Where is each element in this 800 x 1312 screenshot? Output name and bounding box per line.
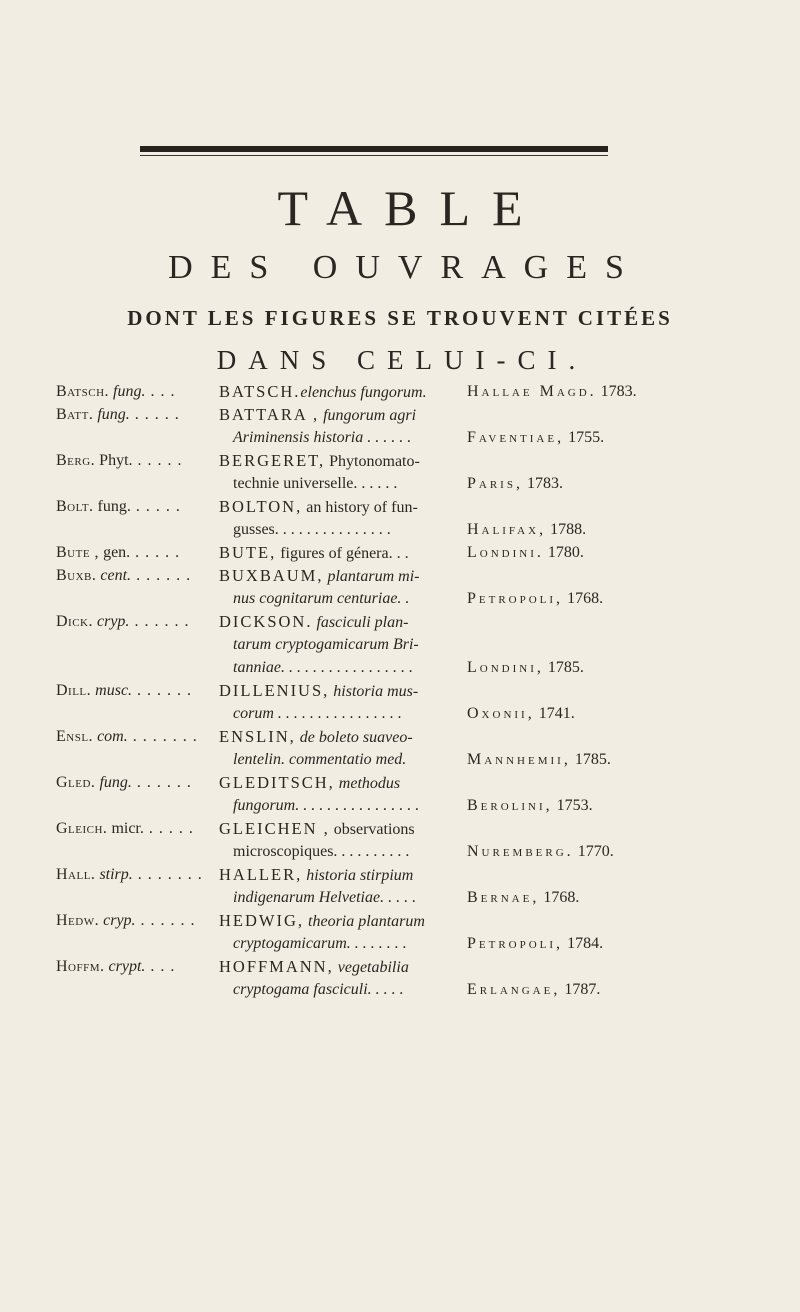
work-title-continued: cryptogamicarum. . . . . . . . xyxy=(233,935,407,952)
publication-year: 1785. xyxy=(547,659,584,676)
work-title: fasciculi plan- xyxy=(316,614,409,631)
work-author: DICKSON. xyxy=(219,612,313,631)
table-row-line xyxy=(56,541,776,564)
publication-year: 1787. xyxy=(564,981,601,998)
table-row-line xyxy=(56,403,776,426)
work-author: HALLER, xyxy=(219,865,303,884)
work-title-continued: microscopiques. . . . . . . . . . xyxy=(233,843,410,860)
table-row-line xyxy=(56,518,776,541)
work-title-cell xyxy=(219,771,463,795)
abbreviation-work: fung. xyxy=(97,498,131,515)
table-row xyxy=(56,955,776,1001)
abbreviation-author: Batt. xyxy=(56,406,94,423)
work-title-continuation xyxy=(219,702,463,725)
abbreviation-author: Hedw. xyxy=(56,912,100,929)
publication-year: 1788. xyxy=(550,521,587,538)
table-row-line xyxy=(56,840,776,863)
work-title-continued: Ariminensis historia . . . . . . xyxy=(233,429,412,446)
work-title: Phytonomato- xyxy=(329,453,420,470)
table-row-line xyxy=(56,495,776,518)
abbreviation-cell xyxy=(56,771,212,794)
abbreviation-author: Bute , xyxy=(56,544,100,561)
abbreviation-cell xyxy=(56,495,212,518)
publication-place: Petropoli, xyxy=(467,590,564,607)
work-title-continuation xyxy=(219,633,463,656)
leader-dots: . . . . . xyxy=(143,820,194,837)
abbreviation-work: fung. xyxy=(99,774,132,791)
abbreviation-author: Dick. xyxy=(56,613,93,630)
leader-dots: . . . xyxy=(145,958,176,975)
publication-place: Faventiae, xyxy=(467,429,565,446)
work-title-continuation xyxy=(219,656,463,679)
page-title: TABLE xyxy=(277,180,545,236)
abbreviation-cell xyxy=(56,909,212,932)
work-title-continuation xyxy=(219,932,463,955)
publication-year: 1768. xyxy=(543,889,580,906)
table-row-line xyxy=(56,725,776,748)
abbreviation-cell xyxy=(56,817,212,840)
leader-dots: . . . . . xyxy=(132,452,183,469)
work-author: BERGERET, xyxy=(219,451,326,470)
table-row-line xyxy=(56,679,776,702)
work-title-cell xyxy=(219,817,463,841)
page-subtitle-line-3: DANS CELUI-CI. xyxy=(216,345,588,375)
table-row xyxy=(56,380,776,403)
table-row-line xyxy=(56,886,776,909)
work-title-continuation xyxy=(219,886,463,909)
abbreviation-cell xyxy=(56,725,212,748)
work-author: DILLENIUS, xyxy=(219,681,330,700)
table-row-line xyxy=(56,702,776,725)
publication-year: 1755. xyxy=(568,429,605,446)
abbreviation-work: cent. xyxy=(100,567,132,584)
work-title-cell xyxy=(219,380,463,404)
table-row xyxy=(56,610,776,679)
publication-place: Paris, xyxy=(467,475,523,492)
work-title: elenchus fungorum. xyxy=(300,384,427,401)
work-title: historia stirpium xyxy=(306,867,414,884)
abbreviation-cell xyxy=(56,403,212,426)
abbreviation-work: Phyt. xyxy=(99,452,133,469)
abbreviation-work: musc. xyxy=(95,682,133,699)
abbreviation-work: com. xyxy=(97,728,128,745)
work-title-cell xyxy=(219,449,463,473)
work-author: GLEICHEN , xyxy=(219,819,330,838)
work-author: BATSCH. xyxy=(219,382,301,401)
work-author: BUTE, xyxy=(219,543,277,562)
work-title: vegetabilia xyxy=(337,959,409,976)
work-title-cell xyxy=(219,610,463,634)
table-row-line xyxy=(56,794,776,817)
table-row xyxy=(56,817,776,863)
table-row xyxy=(56,403,776,449)
work-title-continuation xyxy=(219,748,463,771)
abbreviation-author: Buxb. xyxy=(56,567,97,584)
work-title-continued: tanniae. . . . . . . . . . . . . . . . . xyxy=(233,659,413,676)
leader-dots: . . . . . . . xyxy=(132,866,203,883)
leader-dots: . . . . . . xyxy=(135,912,196,929)
leader-dots: . . . . . . xyxy=(131,567,192,584)
work-author: ENSLIN, xyxy=(219,727,296,746)
publication-place: Nuremberg. xyxy=(467,843,574,860)
table-row xyxy=(56,564,776,610)
table-row-line xyxy=(56,932,776,955)
work-title-cell xyxy=(219,955,463,979)
publication-place-cell xyxy=(467,748,787,771)
table-row-line xyxy=(56,748,776,771)
table-row-line xyxy=(56,380,776,403)
work-title-cell xyxy=(219,495,463,519)
abbreviation-work: fung. xyxy=(97,406,130,423)
work-title-continued: technie universelle. . . . . . xyxy=(233,475,398,492)
abbreviation-cell xyxy=(56,610,212,633)
publication-year: 1770. xyxy=(577,843,614,860)
publication-place: Erlangae, xyxy=(467,981,561,998)
work-title-continuation xyxy=(219,472,463,495)
work-title-continuation xyxy=(219,518,463,541)
abbreviation-author: Batsch. xyxy=(56,383,110,400)
work-title-cell xyxy=(219,541,463,565)
work-title-continuation xyxy=(219,840,463,863)
publication-year: 1784. xyxy=(567,935,604,952)
work-title: historia mus- xyxy=(333,683,419,700)
work-author: BUXBAUM, xyxy=(219,566,324,585)
abbreviation-author: Berg. xyxy=(56,452,96,469)
table-row xyxy=(56,541,776,564)
publication-place: Petropoli, xyxy=(467,935,564,952)
publication-place-cell xyxy=(467,702,787,725)
work-title-continued: tarum cryptogamicarum Bri- xyxy=(233,636,419,653)
table-row xyxy=(56,863,776,909)
abbreviation-author: Hall. xyxy=(56,866,96,883)
table-row xyxy=(56,725,776,771)
work-title-continued: corum . . . . . . . . . . . . . . . . xyxy=(233,705,402,722)
abbreviation-author: Ensl. xyxy=(56,728,94,745)
leader-dots: . . . xyxy=(145,383,176,400)
publication-place-cell xyxy=(467,978,787,1001)
table-row-line xyxy=(56,978,776,1001)
work-author: HEDWIG, xyxy=(219,911,305,930)
publication-place-cell xyxy=(467,886,787,909)
works-table xyxy=(56,380,776,1001)
work-author: GLEDITSCH, xyxy=(219,773,335,792)
publication-place: Londini. xyxy=(467,544,544,561)
work-title-continuation xyxy=(219,587,463,610)
publication-place-cell xyxy=(467,932,787,955)
publication-place-cell xyxy=(467,541,787,564)
abbreviation-work: gen. xyxy=(103,544,131,561)
work-title-continued: nus cognitarum centuriae. . xyxy=(233,590,410,607)
abbreviation-work: cryp. xyxy=(97,613,130,630)
publication-place-cell xyxy=(467,794,787,817)
publication-year: 1783. xyxy=(526,475,563,492)
table-row-line xyxy=(56,587,776,610)
work-title-cell xyxy=(219,679,463,703)
work-author: BATTARA , xyxy=(219,405,320,424)
table-row xyxy=(56,495,776,541)
work-title: an history of fun- xyxy=(306,499,418,516)
publication-place: Halifax, xyxy=(467,521,547,538)
leader-dots: . . . . . . . xyxy=(127,728,198,745)
page-subtitle: DES OUVRAGES xyxy=(168,249,642,286)
leader-dots: . . . . . . xyxy=(129,613,190,630)
publication-place-cell xyxy=(467,380,787,403)
abbreviation-work: micr. xyxy=(111,820,144,837)
table-row-line xyxy=(56,633,776,656)
work-title-cell xyxy=(219,863,463,887)
abbreviation-cell xyxy=(56,863,212,886)
abbreviation-cell xyxy=(56,541,212,564)
leader-dots: . . . . . xyxy=(130,544,181,561)
publication-place-cell xyxy=(467,518,787,541)
abbreviation-work: fung. xyxy=(113,383,146,400)
header-rule-thin xyxy=(140,155,608,156)
work-title-cell xyxy=(219,725,463,749)
abbreviation-author: Dill. xyxy=(56,682,92,699)
work-title-continued: lentelin. commentatio med. xyxy=(233,751,407,768)
work-title: observations xyxy=(333,821,415,838)
abbreviation-cell xyxy=(56,679,212,702)
work-title-continued: gusses. . . . . . . . . . . . . . . xyxy=(233,521,391,538)
abbreviation-work: crypt. xyxy=(108,958,146,975)
leader-dots: . . . . . xyxy=(130,498,181,515)
publication-year: 1785. xyxy=(574,751,611,768)
leader-dots: . . . . . . xyxy=(132,682,193,699)
abbreviation-cell xyxy=(56,380,212,403)
table-row-line xyxy=(56,426,776,449)
work-title-continuation xyxy=(219,978,463,1001)
work-title-continued: cryptogama fasciculi. . . . . xyxy=(233,981,404,998)
publication-place: Hallae Magd. xyxy=(467,383,597,400)
publication-place-cell xyxy=(467,426,787,449)
work-title-continued: fungorum. . . . . . . . . . . . . . . . xyxy=(233,797,420,814)
table-row xyxy=(56,449,776,495)
table-row-line xyxy=(56,909,776,932)
work-title-continued: indigenarum Helvetiae. . . . . xyxy=(233,889,417,906)
abbreviation-author: Hoffm. xyxy=(56,958,105,975)
work-title: plantarum mi- xyxy=(327,568,420,585)
abbreviation-work: cryp. xyxy=(103,912,136,929)
table-row-line xyxy=(56,771,776,794)
work-title-cell xyxy=(219,403,463,427)
publication-year: 1783. xyxy=(600,383,637,400)
work-title: theoria plantarum xyxy=(308,913,425,930)
leader-dots: . . . . . . xyxy=(131,774,192,791)
publication-place-cell xyxy=(467,656,787,679)
table-row xyxy=(56,679,776,725)
leader-dots: . . . . . xyxy=(129,406,180,423)
page-subtitle-line-2: DONT LES FIGURES SE TROUVENT CITÉES xyxy=(127,306,673,330)
abbreviation-author: Gled. xyxy=(56,774,96,791)
table-row-line xyxy=(56,955,776,978)
publication-place-cell xyxy=(467,840,787,863)
table-row-line xyxy=(56,564,776,587)
table-row-line xyxy=(56,656,776,679)
abbreviation-cell xyxy=(56,449,212,472)
abbreviation-author: Bolt. xyxy=(56,498,94,515)
work-author: BOLTON, xyxy=(219,497,303,516)
table-row xyxy=(56,909,776,955)
table-row-line xyxy=(56,449,776,472)
work-author: HOFFMANN, xyxy=(219,957,334,976)
publication-place: Londini, xyxy=(467,659,544,676)
table-row xyxy=(56,771,776,817)
publication-place: Bernae, xyxy=(467,889,540,906)
publication-year: 1768. xyxy=(567,590,604,607)
header-rule-thick xyxy=(140,146,608,152)
table-row-line xyxy=(56,817,776,840)
publication-year: 1780. xyxy=(547,544,584,561)
publication-year: 1741. xyxy=(538,705,575,722)
publication-place: Mannhemii, xyxy=(467,751,571,768)
publication-place: Oxonii, xyxy=(467,705,535,722)
publication-place-cell xyxy=(467,587,787,610)
abbreviation-cell xyxy=(56,955,212,978)
work-title-continuation xyxy=(219,794,463,817)
publication-place-cell xyxy=(467,472,787,495)
publication-place: Berolini, xyxy=(467,797,553,814)
table-row-line xyxy=(56,863,776,886)
abbreviation-author: Gleich. xyxy=(56,820,108,837)
work-title-cell xyxy=(219,909,463,933)
abbreviation-work: stirp. xyxy=(99,866,133,883)
table-row-line xyxy=(56,610,776,633)
work-title-cell xyxy=(219,564,463,588)
table-row-line xyxy=(56,472,776,495)
work-title: figures of génera. . . xyxy=(280,545,409,562)
work-title: methodus xyxy=(338,775,401,792)
work-title: fungorum agri xyxy=(323,407,417,424)
abbreviation-cell xyxy=(56,564,212,587)
publication-year: 1753. xyxy=(556,797,593,814)
work-title-continuation xyxy=(219,426,463,449)
work-title: de boleto suaveo- xyxy=(299,729,413,746)
